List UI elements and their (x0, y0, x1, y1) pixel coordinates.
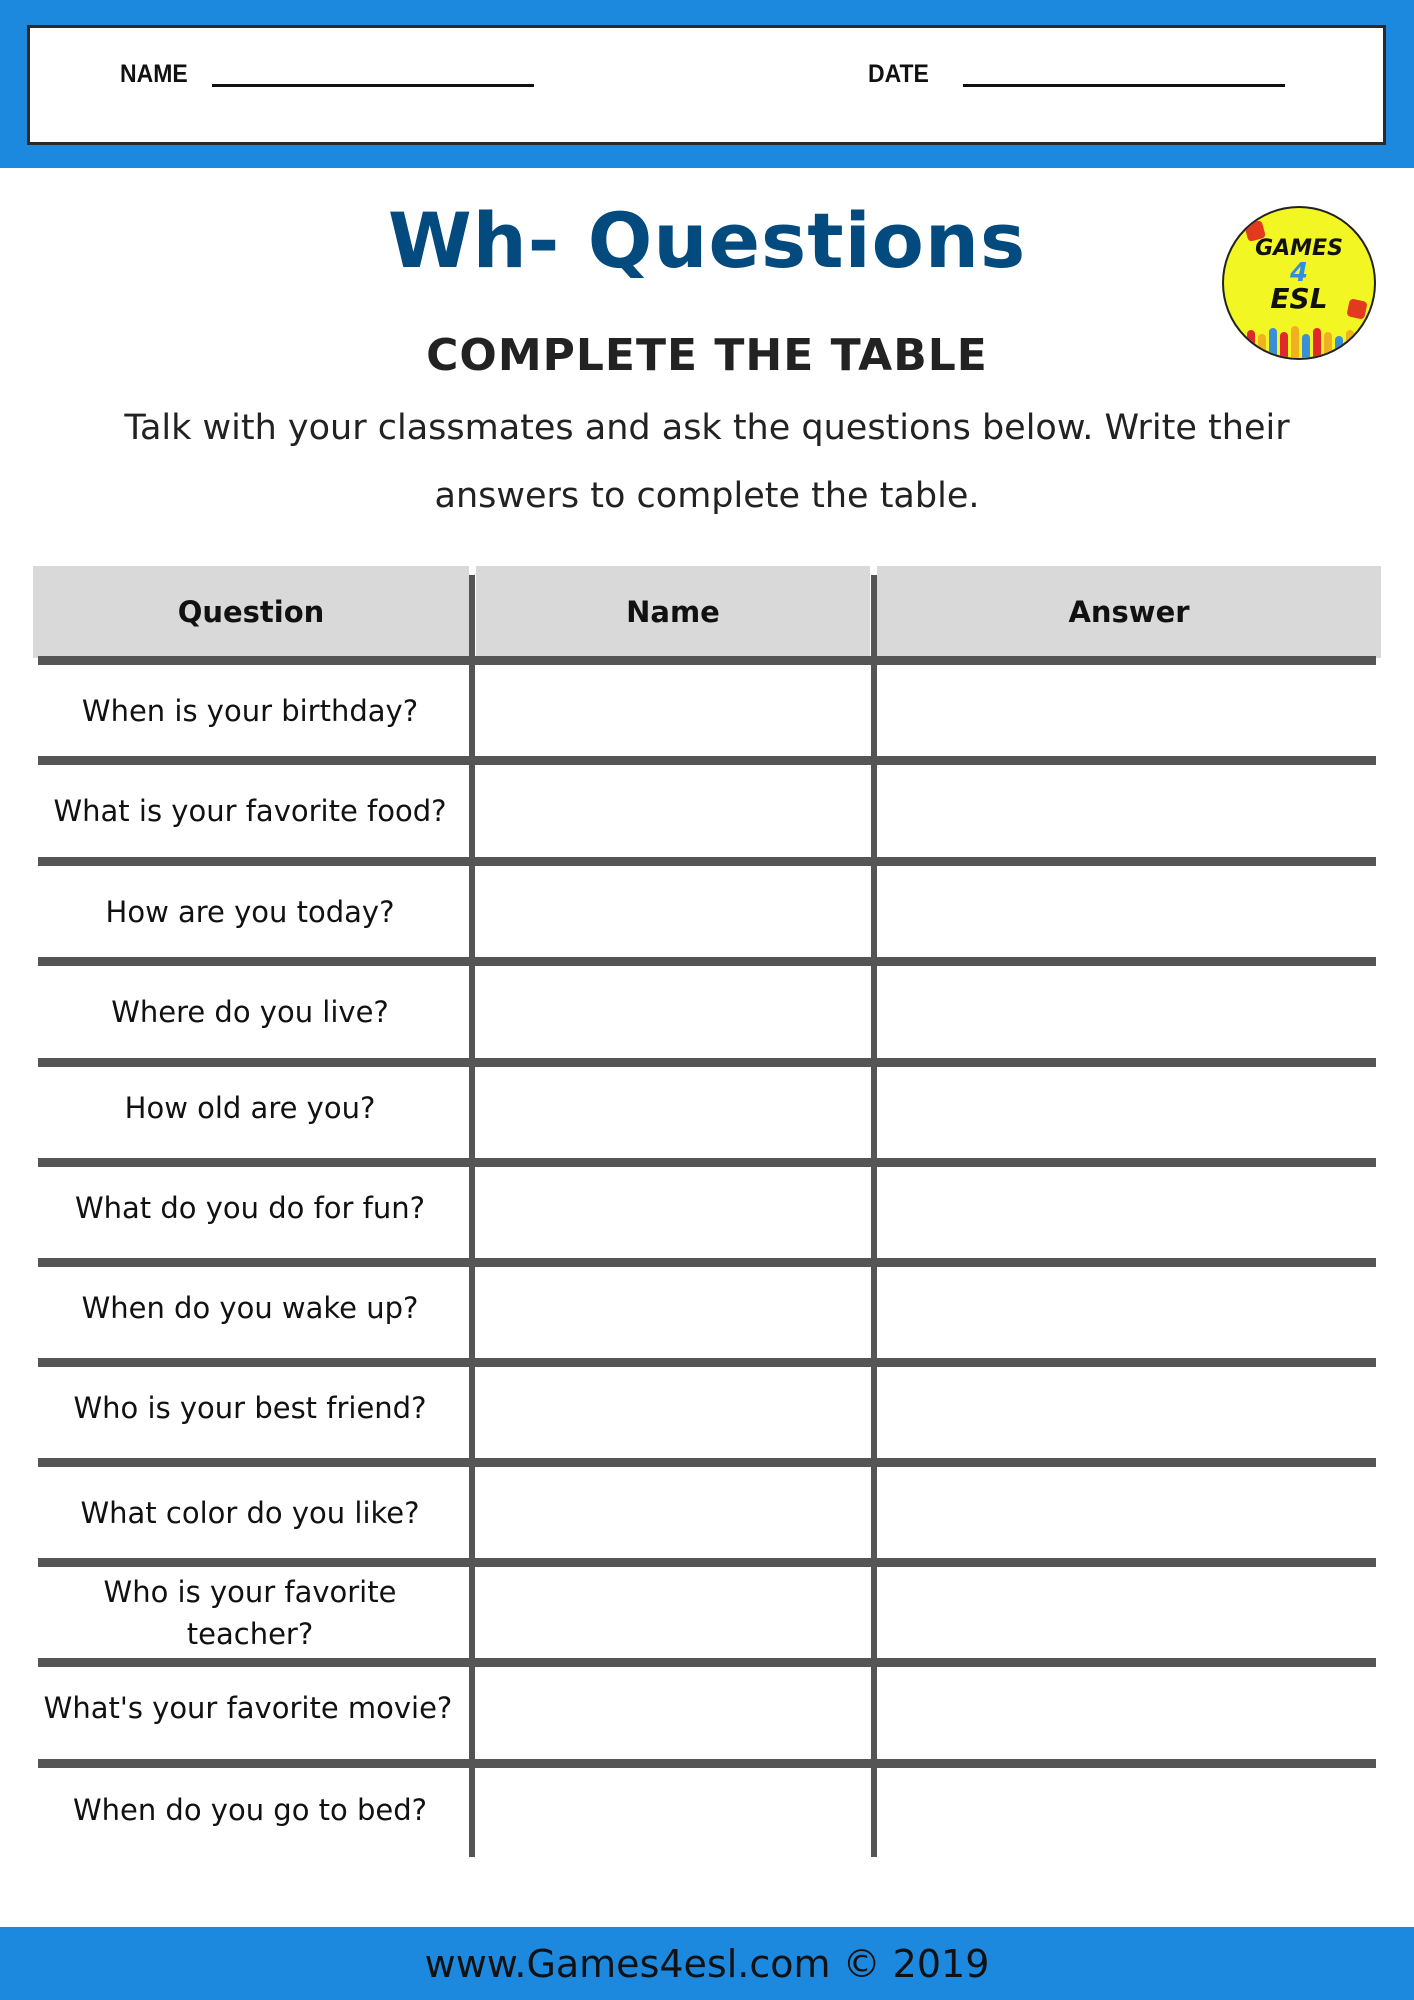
row-divider (38, 1158, 1376, 1167)
answer-cell[interactable] (877, 1367, 1377, 1458)
name-answer-cell[interactable] (476, 665, 870, 756)
answer-cell[interactable] (877, 1667, 1377, 1759)
name-answer-cell[interactable] (476, 765, 870, 857)
row-divider (38, 1759, 1376, 1768)
answer-cell[interactable] (877, 1467, 1377, 1558)
question-cell: How are you today? (105, 894, 395, 929)
answer-cell[interactable] (877, 866, 1377, 957)
row-divider (38, 1458, 1376, 1467)
question-cell: What color do you like? (80, 1495, 420, 1530)
logo-text-games: GAMES (1255, 236, 1343, 261)
question-cell: Who is your best friend? (73, 1391, 427, 1425)
question-cell: What is your favorite food? (53, 794, 447, 828)
name-answer-cell[interactable] (476, 1067, 870, 1158)
answer-cell[interactable] (877, 765, 1377, 857)
row-divider (38, 1358, 1376, 1367)
row-divider (38, 1558, 1376, 1567)
answer-cell[interactable] (877, 1167, 1377, 1258)
row-divider (38, 1258, 1376, 1267)
name-label: NAME (120, 60, 188, 88)
row-divider (38, 1058, 1376, 1067)
question-cell: When do you wake up? (81, 1291, 419, 1325)
row-divider (38, 1658, 1376, 1667)
name-field[interactable] (212, 84, 534, 87)
footer-copyright: www.Games4esl.com © 2019 (424, 1941, 990, 1986)
question-cell: Where do you live? (111, 995, 389, 1029)
answer-cell[interactable] (877, 1768, 1377, 1857)
logo-text-esl: ESL (1270, 282, 1328, 315)
answer-cell[interactable] (877, 1267, 1377, 1358)
answer-cell[interactable] (877, 665, 1377, 756)
name-answer-cell[interactable] (476, 1667, 870, 1759)
name-answer-cell[interactable] (476, 1768, 870, 1857)
column-header-name: Name (476, 566, 870, 658)
logo-text-4: 4 (1289, 258, 1309, 288)
page-title: Wh- Questions (387, 196, 1027, 285)
column-header-question: Question (33, 566, 469, 658)
section-subtitle: COMPLETE THE TABLE (426, 330, 988, 381)
question-cell: Who is your favorite teacher? (103, 1574, 397, 1651)
name-answer-cell[interactable] (476, 1167, 870, 1258)
name-answer-cell[interactable] (476, 966, 870, 1058)
date-field[interactable] (963, 84, 1285, 87)
date-label: DATE (868, 60, 929, 88)
answer-cell[interactable] (877, 1567, 1377, 1658)
question-cell: When is your birthday? (81, 693, 419, 728)
name-answer-cell[interactable] (476, 1267, 870, 1358)
row-divider (38, 656, 1376, 665)
question-cell: How old are you? (124, 1091, 376, 1125)
row-divider (38, 957, 1376, 966)
name-answer-cell[interactable] (476, 1467, 870, 1558)
footer-band (0, 1927, 1414, 2000)
column-header-answer: Answer (877, 566, 1381, 658)
row-divider (38, 857, 1376, 866)
answer-cell[interactable] (877, 966, 1377, 1058)
question-cell: What's your favorite movie? (43, 1691, 453, 1725)
question-cell: What do you do for fun? (74, 1191, 426, 1225)
name-answer-cell[interactable] (476, 866, 870, 957)
name-answer-cell[interactable] (476, 1567, 870, 1658)
question-cell: When do you go to bed? (72, 1793, 428, 1827)
name-answer-cell[interactable] (476, 1367, 870, 1458)
instructions-text: Talk with your classmates and ask the questions below. Write their answers to complete the table. (124, 408, 1290, 516)
column-divider (469, 575, 475, 1857)
row-divider (38, 756, 1376, 765)
answer-cell[interactable] (877, 1067, 1377, 1158)
